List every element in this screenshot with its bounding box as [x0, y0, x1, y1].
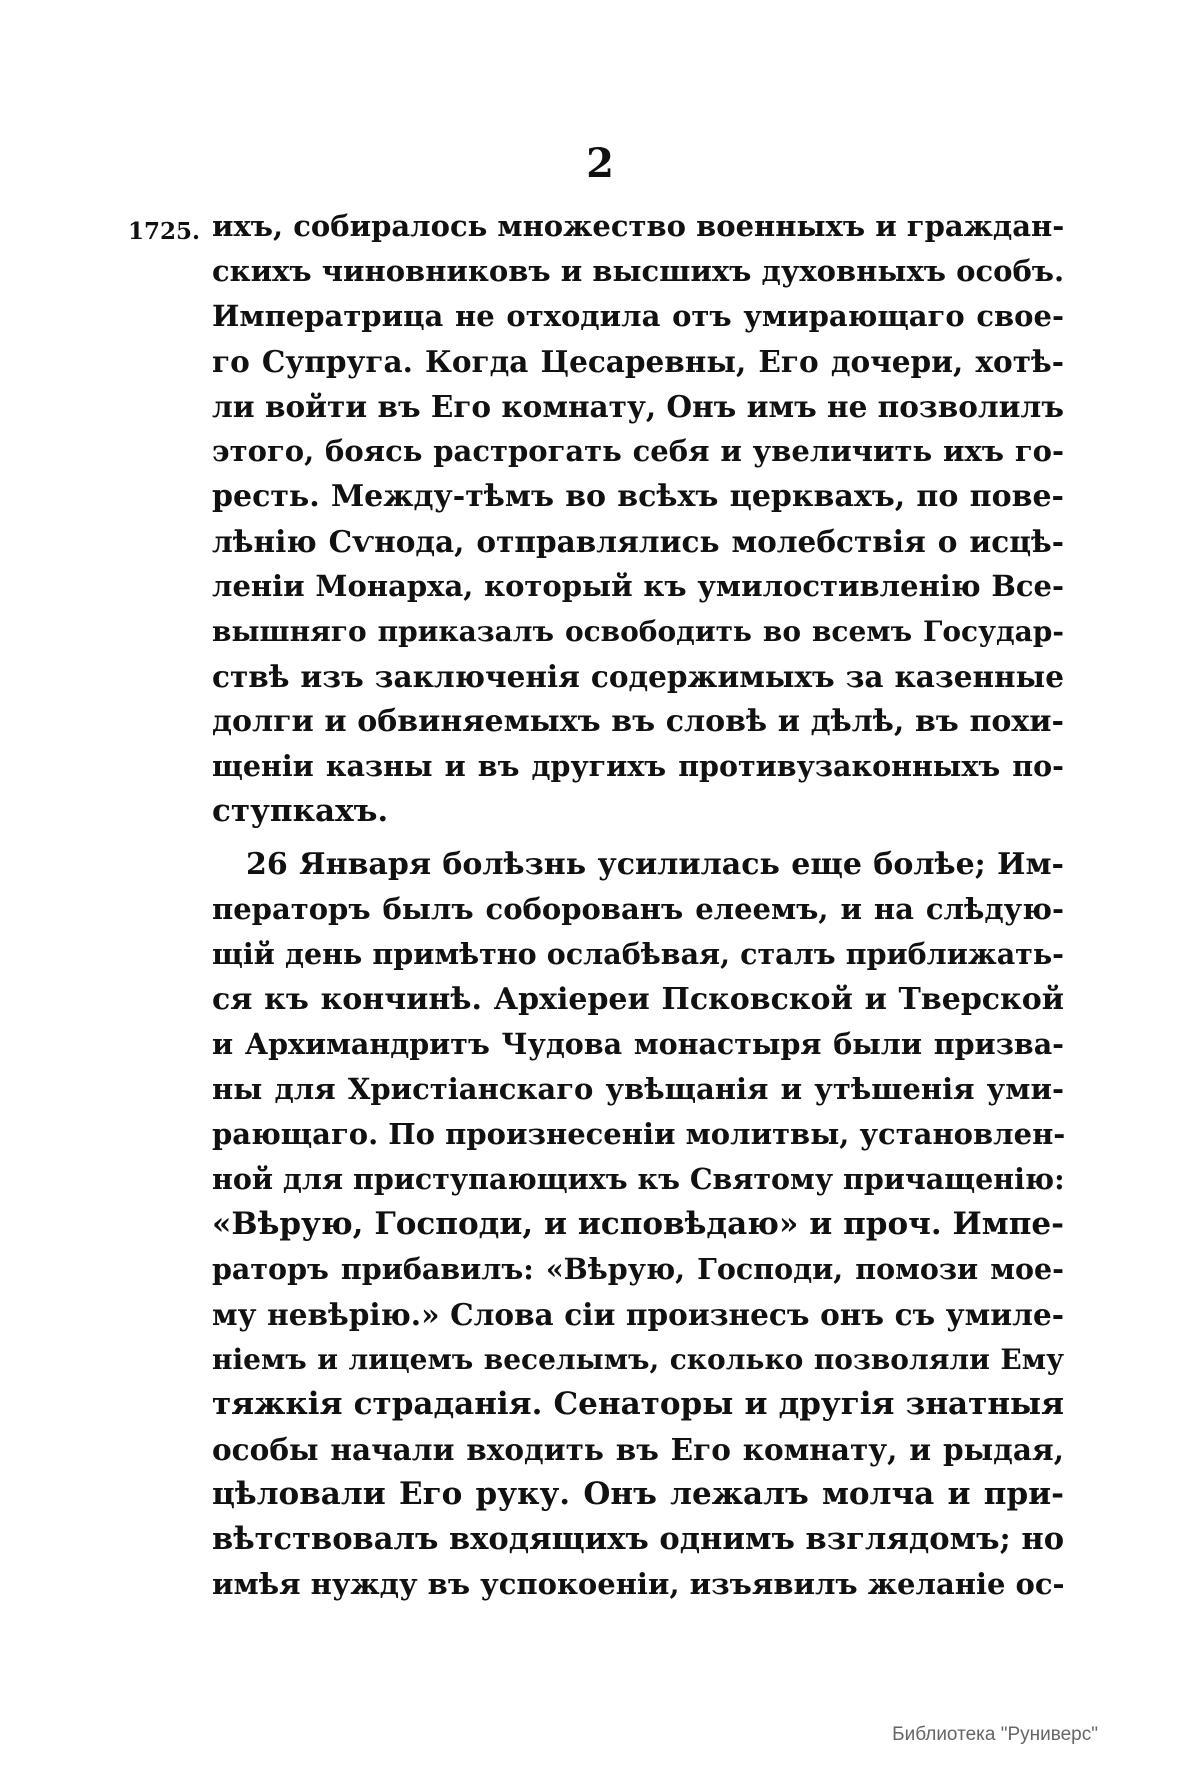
- text-line: вышняго приказалъ освободить во всемъ Государ-: [212, 615, 1064, 648]
- text-line: имѣя нужду въ успокоеніи, изъявилъ желаніе ос-: [212, 1567, 1065, 1601]
- text-line: ступкахъ.: [212, 793, 389, 829]
- text-line: цѣловали Его руку. Онъ лежалъ молча и при-: [212, 1476, 1064, 1512]
- text-line: ной для приступающихъ къ Святому причащенію:: [212, 1162, 1065, 1196]
- text-line: и Архимандритъ Чудова монастыря были призва-: [212, 1027, 1064, 1061]
- text-line: ихъ, собиралось множество военныхъ и граждан-: [212, 209, 1065, 243]
- text-line: щій день примѣтно ослабѣвая, сталъ приближать-: [212, 937, 1064, 971]
- text-line: щеніи казны и въ другихъ противузаконныхъ по-: [212, 749, 1064, 783]
- text-line: го Супруга. Когда Цесаревны, Его дочери, хотѣ-: [212, 344, 1064, 379]
- text-line: долги и обвиняемыхъ въ словѣ и дѣлѣ, въ похи-: [212, 704, 1064, 739]
- text-line: лѣнію Сѵнода, отправлялись молебствія о исцѣ-: [212, 524, 1064, 559]
- text-line: ны для Христіанскаго увѣщанія и утѣшенія уми-: [212, 1072, 1064, 1106]
- text-line: леніи Монарха, который къ умилостивленію Все-: [212, 569, 1064, 603]
- text-line: ніемъ и лицемъ веселымъ, сколько позволяли Ему: [212, 1343, 1064, 1376]
- text-line: ствѣ изъ заключенія содержимыхъ за казенные: [212, 659, 1064, 694]
- text-line: Императрица не отходила отъ умирающаго свое-: [212, 299, 1064, 333]
- text-line: скихъ чиновниковъ и высшихъ духовныхъ особъ.: [212, 254, 1065, 288]
- text-line: раторъ прибавилъ: «Вѣрую, Господи, помози мое-: [212, 1252, 1064, 1286]
- text-line: ся къ кончинѣ. Архіереи Псковской и Тверской: [212, 982, 1064, 1017]
- text-line: этого, боясь растрогать себя и увеличить ихъ го-: [212, 434, 1064, 468]
- text-line: рающаго. По произнесеніи молитвы, установлен-: [212, 1117, 1066, 1151]
- text-line: «Вѣрую, Господи, и исповѣдаю» и проч. Импе-: [212, 1206, 1064, 1242]
- text-line: ли войти въ Его комнату, Онъ имъ не позволилъ: [212, 389, 1064, 424]
- text-line: 26 Января болѣзнь усилилась еще болѣе; Им-: [246, 847, 1064, 882]
- text-line: вѣтствовалъ входящихъ однимъ взглядомъ; но: [212, 1521, 1065, 1557]
- margin-year-note: 1725.: [128, 218, 201, 245]
- library-watermark: Библиотека "Руниверс": [892, 1724, 1098, 1745]
- text-line: особы начали входить въ Его комнату, и рыдая,: [212, 1432, 1064, 1467]
- text-line: ператоръ былъ соборованъ елеемъ, и на слѣдую-: [212, 892, 1064, 926]
- page-number: 2: [586, 140, 614, 187]
- text-line: ресть. Между-тѣмъ во всѣхъ церквахъ, по пове-: [212, 479, 1064, 514]
- text-line: тяжкія страданія. Сенаторы и другія знатныя: [212, 1386, 1064, 1422]
- text-line: му невѣрію.» Слова сіи произнесъ онъ съ умиле-: [212, 1297, 1064, 1332]
